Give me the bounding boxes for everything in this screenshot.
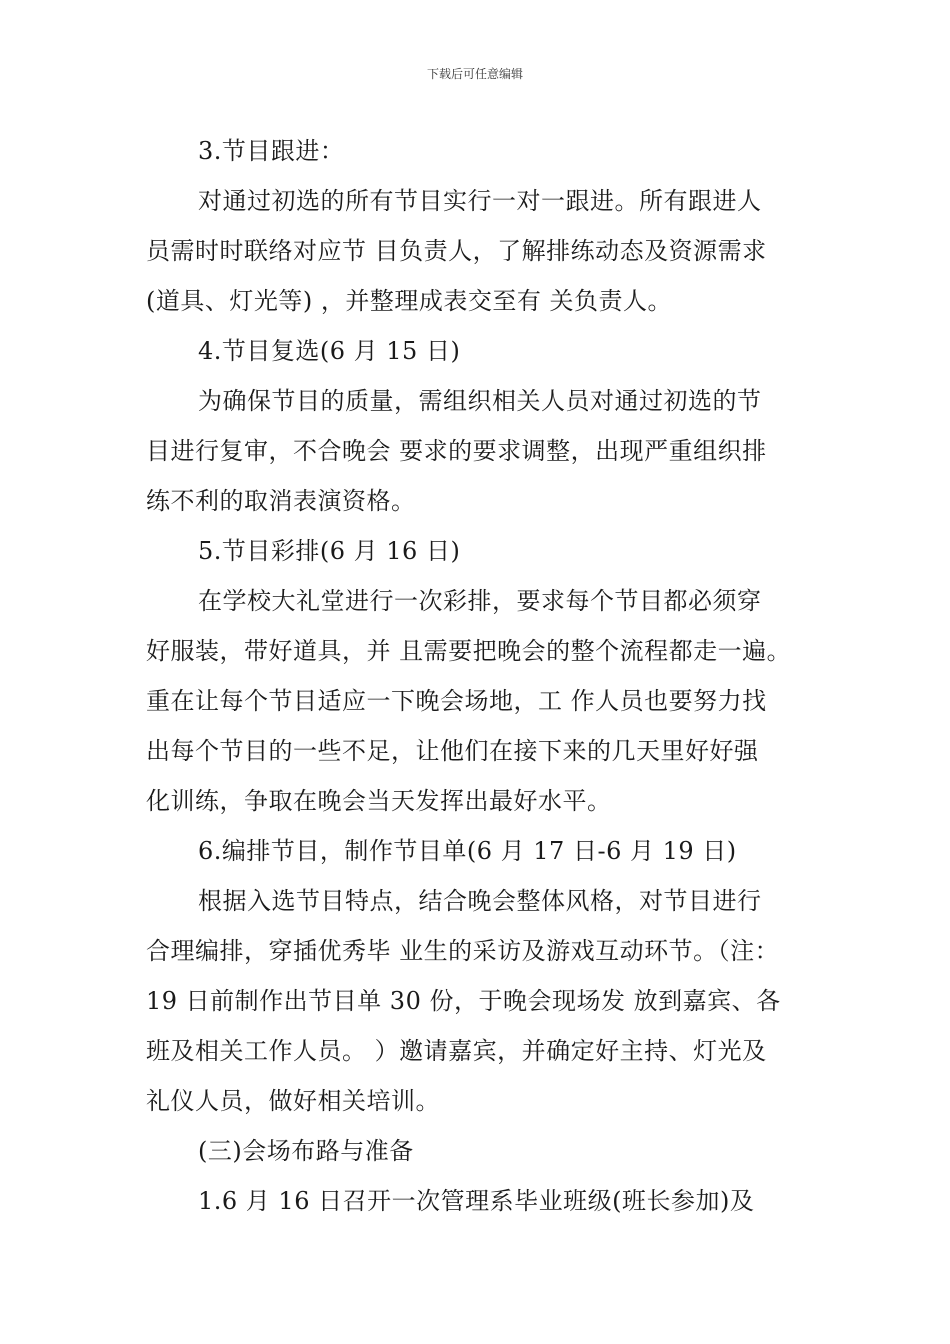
section-heading: 3.节目跟进： [198, 137, 345, 165]
paragraph-line: 礼仪人员，做好相关培训。 [146, 1087, 440, 1115]
paragraph-line: 对通过初选的所有节目实行一对一跟进。所有跟进人 [198, 187, 762, 215]
paragraph-line: 员需时时联络对应节 目负责人，了解排练动态及资源需求 [146, 237, 767, 265]
paragraph-line: 练不利的取消表演资格。 [146, 487, 416, 515]
page-header-note: 下载后可任意编辑 [426, 67, 523, 81]
section-heading: 6.编排节目，制作节目单(6 月 17 日-6 月 19 日) [198, 837, 737, 865]
paragraph-line: 1.6 月 16 日召开一次管理系毕业班级(班长参加)及 [198, 1187, 755, 1215]
paragraph-line: 好服装，带好道具，并 且需要把晚会的整个流程都走一遍。 [146, 637, 792, 665]
section-heading: (三)会场布路与准备 [198, 1137, 414, 1165]
section-heading: 4.节目复选(6 月 15 日) [198, 337, 461, 365]
paragraph-line: 化训练，争取在晚会当天发挥出最好水平。 [146, 787, 612, 815]
paragraph-line: (道具、灯光等) ，并整理成表交至有 关负责人。 [146, 287, 672, 315]
document-body [146, 126, 826, 1226]
paragraph-line: 目进行复审，不合晚会 要求的要求调整，出现严重组织排 [146, 437, 767, 465]
section-heading: 5.节目彩排(6 月 16 日) [198, 537, 461, 565]
paragraph-line: 在学校大礼堂进行一次彩排，要求每个节目都必须穿 [198, 587, 762, 615]
paragraph-line: 为确保节目的质量，需组织相关人员对通过初选的节 [198, 387, 762, 415]
paragraph-line: 19 日前制作出节目单 30 份，于晚会现场发 放到嘉宾、各 [146, 987, 781, 1015]
paragraph-line: 出每个节目的一些不足，让他们在接下来的几天里好好强 [146, 737, 759, 765]
paragraph-line: 重在让每个节目适应一下晚会场地，工 作人员也要努力找 [146, 687, 767, 715]
paragraph-line: 班及相关工作人员。 ）邀请嘉宾，并确定好主持、灯光及 [146, 1037, 767, 1065]
paragraph-line: 根据入选节目特点，结合晚会整体风格，对节目进行 [198, 887, 762, 915]
paragraph-line: 合理编排，穿插优秀毕 业生的采访及游戏互动环节。（注： [146, 937, 780, 965]
